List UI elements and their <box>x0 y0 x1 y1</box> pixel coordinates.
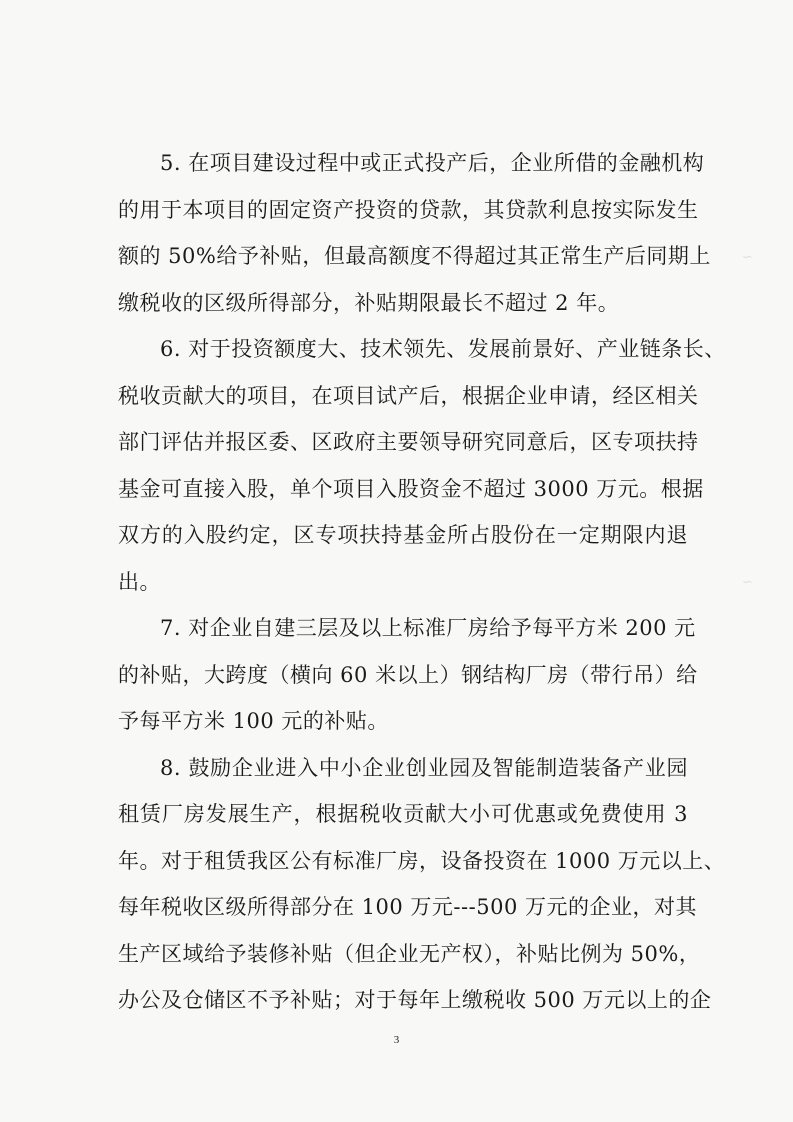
text-line: 年。对于租赁我区公有标准厂房，设备投资在 1000 万元以上、 <box>118 848 726 873</box>
text-line: 7. 对企业自建三层及以上标准厂房给予每平方米 200 元 <box>160 616 696 640</box>
paragraph-5 <box>118 140 711 326</box>
bleed-through-mark: ∽ <box>742 250 753 265</box>
paragraph-7 <box>118 605 698 745</box>
paragraph-8 <box>118 745 726 1024</box>
paragraph-6 <box>118 326 726 605</box>
bleed-through-mark: ∽ <box>742 575 753 590</box>
body-text <box>118 140 726 1024</box>
text-line: 出。 <box>118 569 161 594</box>
text-line: 予每平方米 100 元的补贴。 <box>118 709 389 733</box>
text-line: 6. 对于投资额度大、技术领先、发展前景好、产业链条长、 <box>160 337 726 361</box>
text-line: 缴税收的区级所得部分，补贴期限最长不超过 2 年。 <box>118 290 620 315</box>
text-line: 的用于本项目的固定资产投资的贷款，其贷款利息按实际发生 <box>118 197 699 222</box>
text-line: 额的 50%给予补贴，但最高额度不得超过其正常生产后同期上 <box>118 244 711 268</box>
text-line: 租赁厂房发展生产，根据税收贡献大小可优惠或免费使用 3 <box>118 802 688 826</box>
text-line: 双方的入股约定，区专项扶持基金所占股份在一定期限内退 <box>118 523 688 547</box>
text-line: 办公及仓储区不予补贴；对于每年上缴税收 500 万元以上的企 <box>118 988 712 1012</box>
text-line: 税收贡献大的项目，在项目试产后，根据企业申请，经区相关 <box>118 383 699 408</box>
text-line: 的补贴，大跨度（横向 60 米以上）钢结构厂房（带行吊）给 <box>118 662 698 687</box>
text-line: 5. 在项目建设过程中或正式投产后，企业所借的金融机构 <box>160 151 705 175</box>
text-line: 生产区域给予装修补贴（但企业无产权），补贴比例为 50%， <box>118 941 701 966</box>
text-line: 基金可直接入股，单个项目入股资金不超过 3000 万元。根据 <box>118 476 704 501</box>
text-line: 8. 鼓励企业进入中小企业创业园及智能制造装备产业园 <box>160 755 688 780</box>
page-number: 3 <box>393 1034 400 1046</box>
text-line: 部门评估并报区委、区政府主要领导研究同意后，区专项扶持 <box>118 430 699 454</box>
text-line: 每年税收区级所得部分在 100 万元---500 万元的企业，对其 <box>118 895 697 919</box>
